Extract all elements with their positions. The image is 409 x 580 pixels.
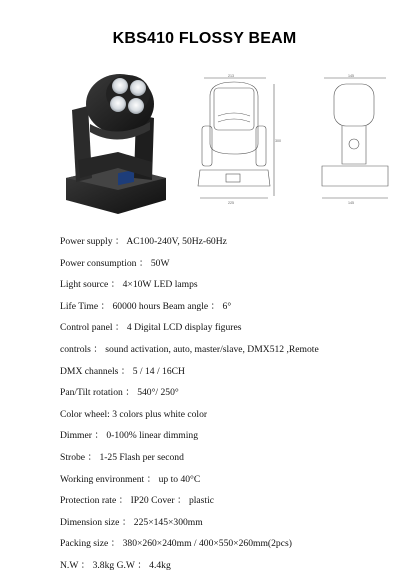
spec-control-panel: Control panel ： 4 Digital LCD display figures [60, 322, 242, 334]
spec-weight: N.W ： 3.8kg G.W ： 4.4kg [60, 559, 171, 571]
spec-color-wheel: Color wheel: 3 colors plus white color [60, 408, 208, 420]
page-title: KBS410 FLOSSY BEAM [112, 30, 297, 47]
front-view-drawing [196, 74, 282, 206]
side-view-drawing [316, 74, 394, 206]
spec-working-environment: Working environment ： up to 40°C [60, 473, 201, 485]
spec-pan-tilt: Pan/Tilt rotation ： 540°/ 250° [60, 387, 179, 399]
spec-light-source: Light source ： 4×10W LED lamps [60, 279, 198, 291]
spec-dmx-channels: DMX channels ： 5 / 14 / 16CH [60, 365, 185, 377]
spec-life-time: Life Time ： 60000 hours Beam angle ： 6° [60, 300, 232, 312]
spec-power-consumption: Power consumption ： 50W [60, 257, 170, 269]
spec-list [60, 234, 400, 580]
front-base-label: 225 [228, 201, 234, 205]
side-base-label: 145 [348, 201, 354, 205]
spec-protection-rate: Protection rate ： IP20 Cover ： plastic [60, 495, 215, 507]
spec-packing-size: Packing size ： 380×260×240mm / 400×550×260mm(2pcs) [60, 538, 292, 550]
moving-head-light-photo [58, 60, 173, 215]
spec-dimmer: Dimmer ： 0-100% linear dimming [60, 430, 199, 442]
spec-dimension-size: Dimension size ： 225×145×300mm [60, 516, 203, 528]
front-width-label: 213 [228, 74, 234, 78]
spec-strobe: Strobe ： 1-25 Flash per second [60, 451, 184, 463]
front-height-label: 300 [275, 139, 281, 143]
spec-power-supply: Power supply ： AC100-240V, 50Hz-60Hz [60, 236, 227, 247]
spec-controls: controls ： sound activation, auto, master/slave, DMX512 ,Remote [60, 343, 319, 355]
side-width-label: 145 [348, 74, 354, 78]
